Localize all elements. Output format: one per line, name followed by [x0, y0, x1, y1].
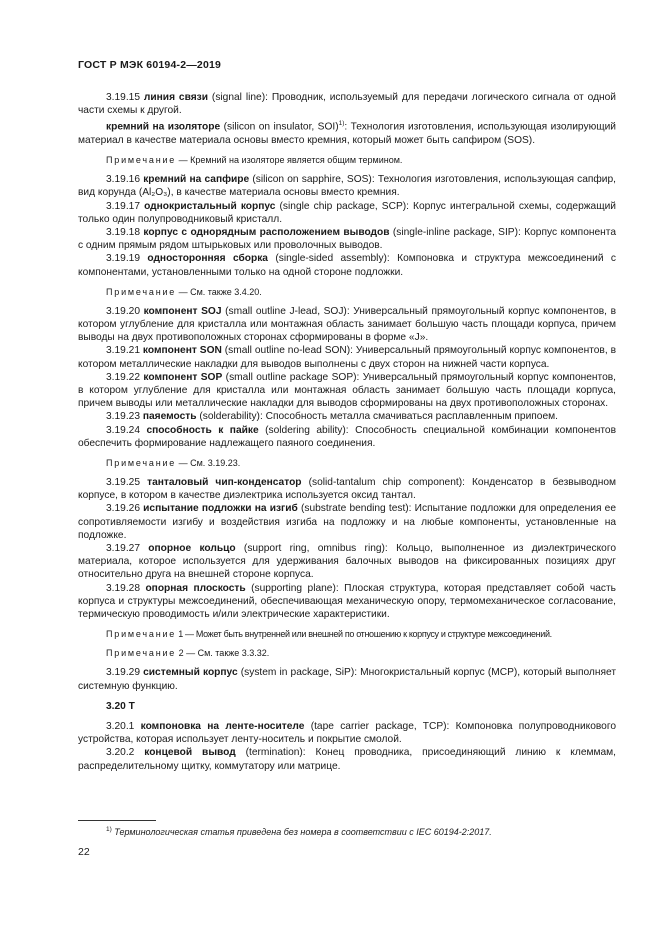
term-name: паяемость [142, 411, 197, 423]
note-label: Примечание [106, 458, 177, 469]
term-number: 3.19.19 [106, 253, 148, 265]
term-definition [78, 476, 616, 502]
footnote-marker: 1) [106, 826, 112, 833]
note-label: Примечание [106, 629, 177, 640]
term-text: (single-sided assembly): Компоновка и структура межсоединений с компонентами, установленными только на одной стороне подложки. [78, 253, 616, 278]
term-text: : Технология изготовления, использующая изолирующий материал в качестве материала основы вместо кремния, который может быть сапфиром (SOS). [78, 121, 616, 146]
term-definition [78, 371, 616, 411]
term-definition [78, 424, 616, 450]
term-name: компонент SOP [143, 371, 223, 383]
term-number: 3.19.20 [106, 305, 144, 317]
note-text: 2 — См. также 3.3.32. [176, 648, 270, 659]
term-definition [78, 502, 616, 542]
term-name: односторонняя сборка [147, 253, 268, 265]
document-header: ГОСТ Р МЭК 60194-2—2019 [78, 59, 222, 71]
note-label: Примечание [106, 648, 177, 659]
term-definition [78, 344, 616, 370]
term-text: (solid-tantalum chip component): Конденсатор в безвыводном корпусе, в котором в качестве диэлектрика используется оксид тантал. [78, 477, 617, 502]
term-number: 3.19.27 [106, 543, 149, 555]
term-text: (tape carrier package, TCP): Компоновка полупроводникового устройства, которая использует ленту-носитель и покрытие смолой. [78, 720, 616, 746]
footnote-text: Терминологическая статья приведена без номера в соответствии с IEC 60194-2:2017. [111, 827, 492, 837]
term-number: 3.19.22 [106, 371, 144, 383]
term-name: системный корпус [143, 667, 238, 679]
term-number: 3.19.15 [106, 92, 144, 103]
term-text: (supporting plane): Плоская структура, которая представляет собой часть корпуса и структуры межсоединений, обеспечивающая механическую опору, термомеханическое согласование, термическую проводимость и/или электрические характеристики. [78, 582, 616, 621]
term-number: 3.19.24 [106, 424, 147, 436]
term-definition [78, 410, 616, 423]
term-text: (soldering ability): Способность специальной комбинации компонентов обеспечить формирование надлежащего паяного соединения. [78, 424, 616, 449]
note [78, 457, 616, 469]
term-text: (solderability): Способность металла смачиваться расплавленным припоем. [196, 411, 558, 423]
term-text: (support ring, omnibus ring): Кольцо, выполненное из диэлектрического материала, которое используется для удерживания балочных выводов на фиксированных позициях друг относительно друга на внешней стороне корпуса. [78, 543, 616, 581]
term-definition [78, 91, 616, 117]
term-definition [78, 666, 616, 692]
term-english: (silicon on insulator, SOI) [220, 121, 339, 133]
term-number: 3.19.26 [106, 503, 144, 515]
term-definition [78, 542, 616, 582]
note [78, 647, 616, 659]
term-text: (small outline no-lead SON): Универсальный прямоугольный корпус компонентов, в котором металлические накладки для выводов выполнены с двух сторон на нижней части корпуса. [78, 345, 616, 370]
term-text: (substrate bending test): Испытание подложки для определения ее сопротивляемости изгибу и воздействия изгиба на подложку и на любые компоненты, установленные на подложке. [78, 503, 616, 541]
term-number: 3.19.21 [106, 345, 143, 357]
term-text: (single chip package, SCP): Корпус интегральной схемы, содержащий только один полупроводниковый кристалл. [78, 200, 616, 225]
term-number: 3.19.16 [106, 174, 144, 186]
footnote [106, 824, 616, 838]
term-name: опорная плоскость [145, 582, 246, 594]
term-name: способность к пайке [146, 424, 259, 436]
term-name: кремний на изоляторе [106, 121, 221, 133]
term-definition [78, 252, 616, 278]
term-name: однокристальный корпус [144, 200, 276, 212]
term-number: 3.20.2 [106, 747, 145, 759]
term-number: 3.19.29 [106, 667, 144, 679]
term-name: испытание подложки на изгиб [143, 503, 298, 515]
term-text: (small outline package SOP): Универсальный прямоугольный корпус компонентов, в котором углубление для кристалла или монтажная область занимает большую часть площади корпуса, причем выводы или металлические накладки для выводов сформированы на двух противоположных сторонах. [78, 371, 616, 410]
term-definition [78, 305, 616, 345]
term-number: 3.19.28 [106, 582, 146, 594]
term-text: (signal line): Проводник, используемый для передачи логического сигнала от одной части схемы к другой. [78, 92, 617, 117]
term-definition [78, 746, 616, 772]
footnote-divider [78, 820, 156, 821]
term-text: (termination): Конец проводника, присоединяющий линию к клеммам, распределительному щитку, коммутатору или матрице. [78, 747, 616, 772]
term-name: кремний на сапфире [143, 174, 250, 186]
term-definition [78, 226, 616, 252]
note-text: 1 — Может быть внутренней или внешней по отношению к корпусу и структуре межсоединений. [176, 629, 552, 640]
term-number: 3.20.1 [106, 720, 141, 732]
term-text: (silicon on sapphire, SOS): Технология изготовления, использующая сапфир, вид корунда (Al₂O₃), в качестве материала основы вместо кремния. [78, 174, 616, 199]
term-number: 3.19.25 [106, 477, 148, 489]
term-text: (small outline J-lead, SOJ): Универсальный прямоугольный корпус компонентов, в котором углубление для кристалла или монтажная область занимает большую часть площади корпуса, причем выводы на двух противоположных сторонах сформированы в форме «J». [78, 305, 616, 344]
term-name: концевой вывод [144, 747, 236, 759]
page-number: 22 [78, 846, 90, 858]
term-number: 3.19.18 [106, 227, 144, 239]
note-label: Примечание [106, 286, 177, 297]
term-name: компоновка на ленте-носителе [140, 720, 305, 732]
term-name: компонент SOJ [143, 305, 222, 317]
term-text: (single-inline package, SIP): Корпус компонента с одним прямым рядом штырьковых или проволочных выводов. [78, 227, 616, 252]
term-name: танталовый чип-конденсатор [147, 477, 302, 489]
note [78, 154, 616, 166]
footnote-reference: 1) [338, 120, 345, 128]
note-label: Примечание [106, 155, 177, 166]
term-name: компонент SON [142, 345, 222, 357]
note-text: — См. также 3.4.20. [176, 286, 262, 297]
note-text: — См. 3.19.23. [176, 458, 241, 469]
note [78, 628, 616, 640]
term-definition [78, 173, 616, 199]
term-definition [78, 582, 616, 622]
term-name: корпус с однорядным расположением выводов [143, 227, 390, 239]
term-definition [78, 117, 616, 147]
term-definition [78, 720, 616, 746]
term-name: линия связи [143, 92, 209, 103]
document-body [78, 91, 616, 773]
term-number: 3.19.23 [106, 411, 143, 423]
term-name: опорное кольцо [148, 543, 236, 555]
note [78, 286, 616, 298]
term-text: (system in package, SiP): Многокристальный корпус (МСР), который выполняет системную функцию. [78, 667, 616, 692]
term-number: 3.19.17 [106, 200, 145, 212]
section-heading: 3.20 T [106, 700, 135, 712]
term-definition [78, 200, 616, 226]
note-text: — Кремний на изоляторе является общим термином. [176, 155, 403, 166]
